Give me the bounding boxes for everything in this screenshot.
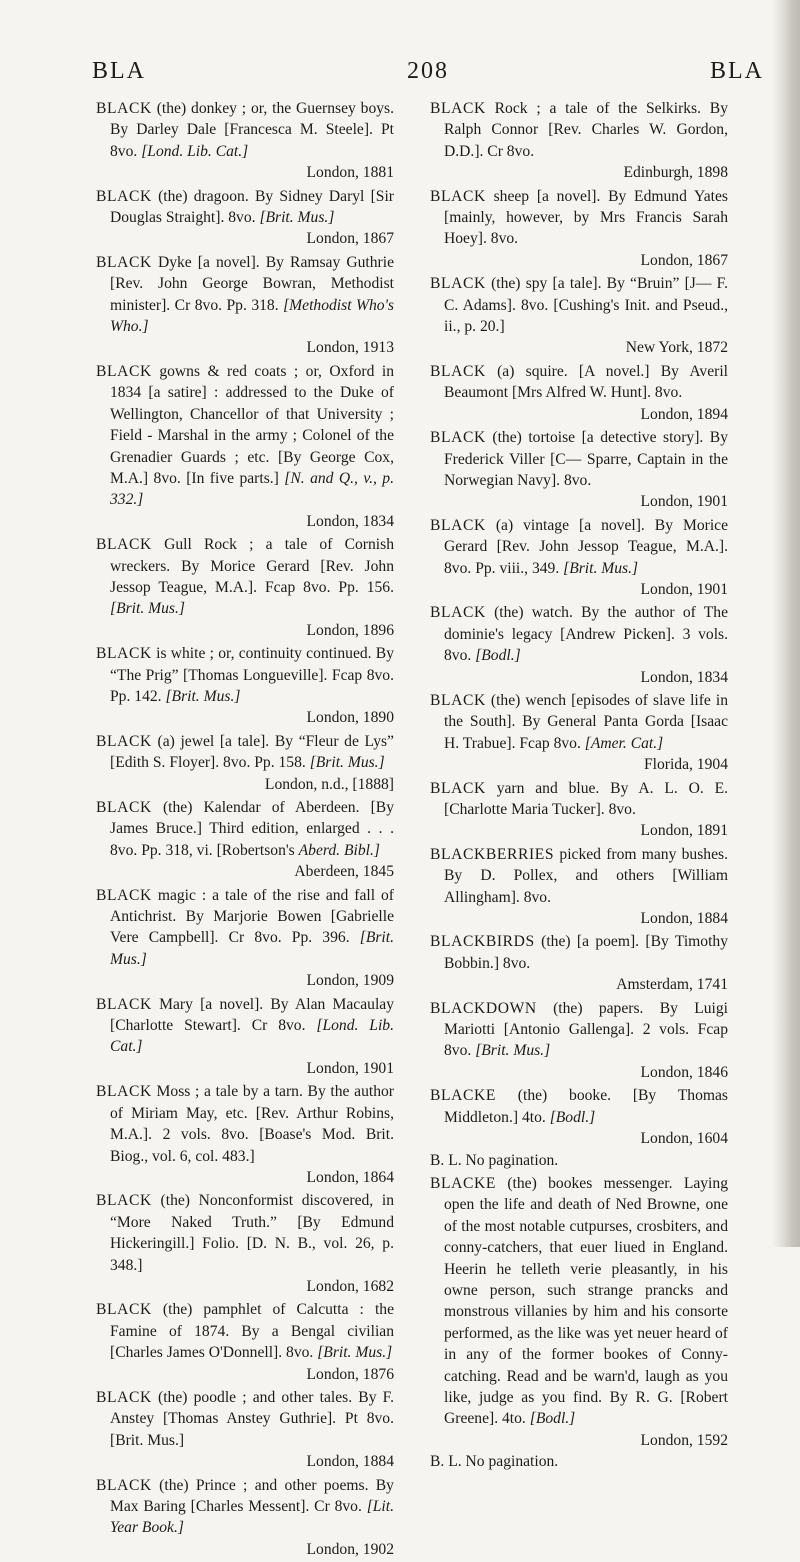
- entry-source: [Bodl.]: [529, 1410, 576, 1428]
- entry-source: [Bodl.]: [549, 1108, 596, 1126]
- catalogue-entry: [430, 98, 728, 184]
- entry-headword: BLACKE: [430, 1087, 496, 1105]
- catalogue-entry: [430, 186, 728, 272]
- entry-headword: BLACKBERRIES: [430, 845, 555, 863]
- entry-imprint: London, 1881: [306, 164, 394, 182]
- entry-description: (the) booke. [By Thomas Middleton.] 4to.: [444, 1087, 728, 1126]
- catalogue-entry: [96, 1190, 394, 1297]
- entry-headword: BLACK: [430, 100, 486, 117]
- entry-imprint: London, 1604: [640, 1130, 728, 1148]
- entry-imprint: New York, 1872: [625, 339, 728, 357]
- entry-imprint: Edinburgh, 1898: [623, 164, 728, 182]
- entry-imprint: Amsterdam, 1741: [616, 976, 728, 994]
- entry-headword: BLACK: [96, 187, 152, 205]
- entry-imprint: London, 1876: [306, 1365, 394, 1383]
- entry-description: (the) Prince ; and other poems. By Max Baring [Charles Messent]. Cr 8vo.: [110, 1476, 394, 1515]
- entry-imprint: Aberdeen, 1845: [294, 863, 394, 881]
- entry-source: [Brit. Mus.]: [317, 1344, 393, 1362]
- entry-imprint: London, 1884: [640, 910, 728, 928]
- catalogue-entry: [430, 273, 728, 359]
- entry-description: Dyke [a novel]. By Ramsay Guthrie [Rev. John George Bowran, Methodist minister]. Cr 8vo. Pp. 318.: [110, 253, 394, 314]
- entry-imprint: London, 1901: [640, 580, 728, 598]
- entry-headword: BLACK: [430, 604, 486, 622]
- catalogue-entry: [96, 643, 394, 729]
- entry-description: (the) tortoise [a detective story]. By Frederick Viller [C— Sparre, Captain in the Norwegian Navy]. 8vo.: [444, 429, 728, 489]
- catalogue-entry: [96, 994, 394, 1080]
- entry-description: picked from many bushes. By D. Pollex, and others [William Allingham]. 8vo.: [444, 845, 728, 906]
- entry-headword: BLACK: [96, 536, 152, 554]
- entry-description: is white ; or, continuity continued. By “The Prig” [Thomas Longueville]. Fcap 8vo. Pp. 142.: [110, 645, 395, 705]
- catalogue-entry: [96, 186, 394, 250]
- entry-description: (a) squire. [A novel.] By Averil Beaumont [Mrs Alfred W. Hunt]. 8vo.: [444, 362, 728, 402]
- catalogue-entry: [430, 427, 728, 513]
- entry-source: [Lit. Year Book.]: [110, 1498, 394, 1537]
- catalogue-entry: [430, 515, 728, 601]
- entry-description: (the) donkey ; or, the Guernsey boys. By Darley Dale [Francesca M. Steele]. Pt 8vo.: [110, 100, 394, 160]
- entry-imprint: London, 1682: [306, 1277, 394, 1295]
- entry-source: [Lond. Lib. Cat.]: [110, 1017, 394, 1056]
- entry-imprint: London, 1884: [306, 1453, 394, 1471]
- entry-headword: BLACK: [96, 100, 152, 117]
- entry-source: [Brit. Mus.]: [475, 1042, 551, 1060]
- entry-headword: BLACKE: [430, 1174, 496, 1192]
- entry-headword: BLACK: [96, 645, 152, 663]
- entry-source: [Bodl.]: [475, 647, 521, 665]
- entry-description: (the) Nonconformist discovered, in “More Naked Truth.” [By Edmund Hickeringill.] Folio. [D. N. B., vol. 26, p. 348.]: [110, 1192, 394, 1274]
- right-column: [430, 98, 728, 1475]
- header-right-guide: BLA: [710, 58, 764, 84]
- entry-description: Gull Rock ; a tale of Cornish wreckers. By Morice Gerard [Rev. John Jessop Teague, M.A.]. Fcap 8vo. Pp. 156.: [110, 536, 394, 596]
- entry-source: [Brit. Mus.]: [110, 929, 394, 968]
- entry-imprint: London, 1902: [306, 1540, 394, 1558]
- entry-headword: BLACK: [96, 1388, 152, 1406]
- catalogue-entry: [430, 1173, 728, 1473]
- entry-headword: BLACK: [96, 253, 152, 271]
- entry-imprint: London, 1894: [640, 405, 728, 423]
- entry-headword: BLACK: [96, 995, 152, 1013]
- entry-imprint: London, 1891: [640, 822, 728, 840]
- entry-description: Rock ; a tale of the Selkirks. By Ralph Connor [Rev. Charles W. Gordon, D.D.]. Cr 8vo.: [444, 100, 728, 160]
- left-column: [96, 98, 394, 1562]
- entry-description: (the) [a poem]. [By Timothy Bobbin.] 8vo.: [444, 933, 729, 972]
- entry-headword: BLACK: [430, 429, 486, 447]
- entry-description: (a) vintage [a novel]. By Morice Gerard [Rev. John Jessop Teague, M.A.]. 8vo. Pp. viii., 349.: [444, 516, 728, 577]
- entry-source: [Brit. Mus.]: [110, 600, 185, 618]
- entry-headword: BLACK: [430, 362, 486, 380]
- entry-note: B. L. No pagination.: [430, 1151, 559, 1169]
- entry-headword: BLACK: [96, 362, 152, 380]
- entry-imprint: London, 1867: [306, 230, 394, 248]
- entry-description: (the) spy [a tale]. By “Bruin” [J— F. C. Adams]. 8vo. [Cushing's Init. and Pseud., ii., p. 20.]: [444, 275, 728, 336]
- entry-headword: BLACK: [96, 886, 152, 904]
- catalogue-entry: [96, 252, 394, 359]
- entry-description: magic : a tale of the rise and fall of Antichrist. By Marjorie Bowen [Gabrielle Vere Campbell]. Cr 8vo. Pp. 396.: [110, 886, 394, 947]
- header-left-guide: BLA: [92, 58, 146, 84]
- entry-imprint: London, 1913: [306, 339, 394, 357]
- catalogue-entry: [430, 602, 728, 688]
- entry-source: [Methodist Who's Who.]: [110, 296, 394, 336]
- entry-description: Mary [a novel]. By Alan Macaulay [Charlotte Stewart]. Cr 8vo.: [110, 995, 394, 1035]
- entry-headword: BLACK: [96, 1476, 152, 1494]
- entry-description: (the) poodle ; and other tales. By F. Anstey [Thomas Anstey Guthrie]. Pt 8vo. [Brit. Mus.]: [110, 1388, 394, 1449]
- entry-headword: BLACK: [96, 1192, 152, 1210]
- catalogue-entry: [96, 1299, 394, 1385]
- catalogue-entry: [430, 1085, 728, 1171]
- catalogue-entry: [96, 731, 394, 795]
- catalogue-entry: [430, 844, 728, 930]
- entry-note: B. L. No pagination.: [430, 1453, 559, 1471]
- entry-source: [Brit. Mus.]: [563, 559, 639, 577]
- entry-headword: BLACK: [96, 799, 152, 816]
- catalogue-entry: [96, 797, 394, 883]
- catalogue-entry: [96, 534, 394, 641]
- page-edge-shadow: [772, 0, 800, 1247]
- entry-description: Moss ; a tale by a tarn. By the author of Miriam May, etc. [Rev. Arthur Robins, M.A.]. 2 vols. 8vo. [Boase's Mod. Brit. Biog., vol. 6, col. 483.]: [110, 1083, 394, 1165]
- catalogue-entry: [96, 1475, 394, 1561]
- entry-imprint: London, 1901: [640, 493, 728, 511]
- catalogue-entry: [96, 1081, 394, 1188]
- entry-imprint: London, 1901: [306, 1059, 394, 1077]
- entry-headword: BLACK: [430, 691, 486, 709]
- catalogue-entry: [96, 98, 394, 184]
- entry-imprint: London, 1909: [306, 972, 394, 990]
- page-number: 208: [407, 58, 449, 84]
- entry-headword: BLACK: [96, 732, 152, 750]
- entry-headword: BLACKDOWN: [430, 999, 537, 1017]
- entry-source: [Amer. Cat.]: [584, 734, 664, 752]
- entry-imprint: London, 1864: [306, 1168, 394, 1186]
- entry-source: [Brit. Mus.]: [259, 209, 335, 227]
- entry-source: [Brit. Mus.]: [165, 687, 241, 705]
- entry-imprint: London, 1867: [640, 251, 728, 269]
- entry-description: sheep [a novel]. By Edmund Yates [mainly, however, by Mrs Francis Sarah Hoey]. 8vo.: [444, 187, 728, 248]
- entry-description: gowns & red coats ; or, Oxford in 1834 [a satire] : addressed to the Duke of Wellington, Chancellor of that University ; Field - Marshal in the army ; Colonel of the Grenadier Guards ; etc. [By George Cox, M.A.] 8vo. [In five parts.]: [110, 362, 394, 487]
- entry-source: Aberd. Bibl.]: [298, 841, 380, 859]
- entry-description: (the) watch. By the author of The dominie's legacy [Andrew Picken]. 3 vols. 8vo.: [444, 604, 728, 665]
- entry-source: [Lond. Lib. Cat.]: [141, 142, 249, 160]
- entry-imprint: London, 1890: [306, 709, 394, 727]
- entry-headword: BLACKBIRDS: [430, 933, 535, 951]
- entry-description: (the) dragoon. By Sidney Daryl [Sir Douglas Straight]. 8vo.: [110, 187, 394, 227]
- catalogue-entry: [430, 998, 728, 1084]
- entry-description: (a) jewel [a tale]. By “Fleur de Lys” [Edith S. Floyer]. 8vo. Pp. 158.: [110, 732, 394, 772]
- catalogue-entry: [96, 1387, 394, 1473]
- catalogue-entry: [430, 931, 728, 995]
- entry-imprint: London, 1834: [306, 512, 394, 530]
- entry-imprint: London, 1896: [306, 621, 394, 639]
- entry-source: [Brit. Mus.]: [309, 754, 385, 772]
- catalogue-entry: [430, 690, 728, 776]
- catalogue-entry: [96, 361, 394, 532]
- catalogue-entry: [430, 778, 728, 842]
- entry-headword: BLACK: [96, 1301, 152, 1319]
- entry-headword: BLACK: [430, 275, 486, 293]
- entry-headword: BLACK: [96, 1083, 152, 1101]
- entry-description: (the) papers. By Luigi Mariotti [Antonio Gallenga]. 2 vols. Fcap 8vo.: [444, 999, 728, 1060]
- entry-description: (the) bookes messenger. Laying open the life and death of Ned Browne, one of the most notable cutpurses, crosbiters, and conny-catchers, that euer liued in England. Heerin he telleth verie pleasantly, in his owne person, such strange prancks and monstrous villanies by him and his consorte performed, as the like was yet neuer heard of in any of the former bookes of Conny-catching. Read and be warn'd, laugh as you like, judge as you find. By R. G. [Robert Greene]. 4to.: [444, 1174, 728, 1428]
- entry-description: yarn and blue. By A. L. O. E. [Charlotte Maria Tucker]. 8vo.: [444, 779, 729, 818]
- entry-imprint: London, 1834: [640, 668, 728, 686]
- running-header: [92, 58, 764, 88]
- catalogue-entry: [430, 361, 728, 425]
- entry-headword: BLACK: [430, 779, 486, 797]
- entry-imprint: London, 1592: [640, 1431, 728, 1449]
- entry-description: (the) pamphlet of Calcutta : the Famine of 1874. By a Bengal civilian [Charles James O'Donnell]. 8vo.: [110, 1301, 394, 1362]
- entry-source: [N. and Q., v., p. 332.]: [110, 469, 394, 509]
- entry-headword: BLACK: [430, 187, 486, 205]
- entry-description: (the) Kalendar of Aberdeen. [By James Bruce.] Third edition, enlarged . . . 8vo. Pp. 318, vi. [Robertson's: [110, 799, 394, 859]
- entry-imprint: London, n.d., [1888]: [264, 775, 394, 793]
- entry-headword: BLACK: [430, 516, 486, 534]
- catalogue-entry: [96, 885, 394, 992]
- entry-description: (the) wench [episodes of slave life in the South]. By General Panta Gorda [Isaac H. Trabue]. Fcap 8vo.: [444, 691, 728, 752]
- entry-imprint: London, 1846: [640, 1063, 728, 1081]
- entry-imprint: Florida, 1904: [643, 756, 728, 774]
